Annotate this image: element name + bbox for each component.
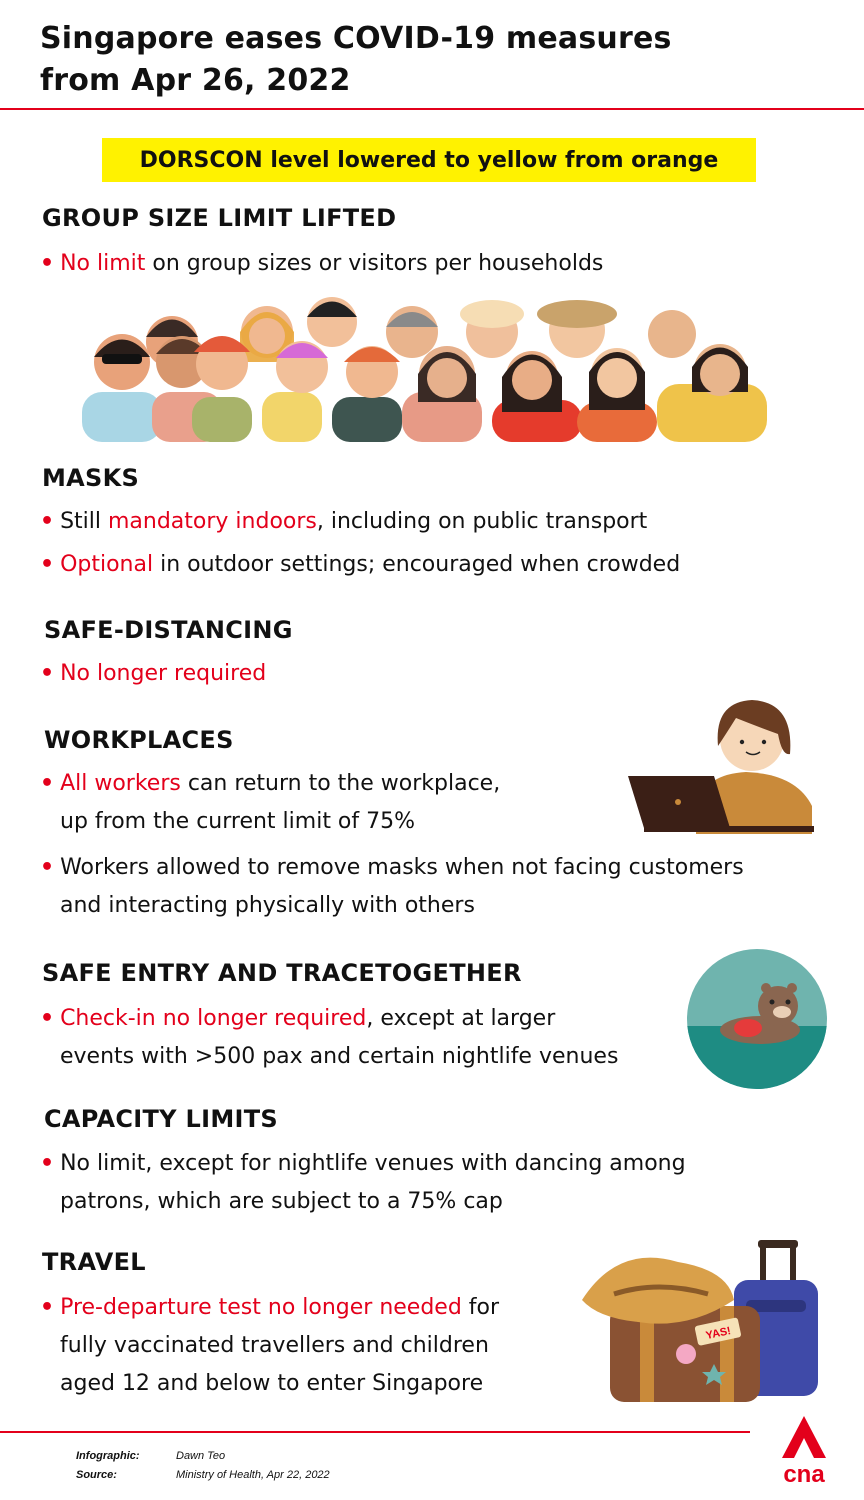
safe-entry-line2: events with >500 pax and certain nightlife venues [60, 1044, 619, 1069]
masks-heading: MASKS [42, 464, 140, 492]
masks-bullet-1-text: , including on public transport [316, 509, 648, 534]
bullet-dot: • [40, 251, 55, 276]
workplaces-bullet-1 [40, 765, 500, 841]
travel-bullet [40, 1289, 499, 1403]
group-size-highlight: No limit [60, 251, 146, 276]
workplaces-bullet-1-highlight: All workers [60, 771, 181, 796]
credit-source-value: Ministry of Health, Apr 22, 2022 [176, 1469, 330, 1481]
bullet-dot: • [40, 1151, 55, 1176]
workplaces-bullet-1-line2: up from the current limit of 75% [60, 809, 416, 834]
safe-distancing-bullet [40, 655, 266, 693]
page-title [40, 18, 800, 102]
group-size-text: on group sizes or visitors per households [145, 251, 604, 276]
dorscon-banner [102, 138, 756, 182]
cna-logo-text: cna [783, 1461, 825, 1488]
workplaces-bullet-2 [40, 849, 744, 925]
otter-illustration [686, 948, 828, 1090]
group-size-heading: GROUP SIZE LIMIT LIFTED [42, 204, 397, 232]
travel-highlight: Pre-departure test no longer needed [60, 1295, 462, 1320]
otter-icon [686, 949, 828, 1090]
travel-line3: aged 12 and below to enter Singapore [60, 1371, 484, 1396]
credit-source [76, 1466, 330, 1485]
safe-distancing-heading: SAFE-DISTANCING [44, 616, 293, 644]
credits [76, 1447, 330, 1485]
bullet-dot: • [40, 855, 55, 880]
safe-entry-highlight: Check-in no longer required [60, 1006, 367, 1031]
safe-entry-heading: SAFE ENTRY AND TRACETOGETHER [42, 959, 522, 987]
capacity-heading: CAPACITY LIMITS [44, 1105, 278, 1133]
luggage-illustration [578, 1240, 822, 1404]
masks-bullet-2 [40, 546, 680, 584]
bullet-dot: • [40, 1006, 55, 1031]
bullet-dot: • [40, 552, 55, 577]
credit-infographic-value: Dawn Teo [176, 1450, 226, 1462]
capacity-line1: No limit, except for nightlife venues with dancing among [60, 1151, 686, 1176]
bullet-dot: • [40, 771, 55, 796]
luggage-icon [582, 1240, 818, 1402]
worker-laptop-illustration [626, 694, 816, 839]
capacity-line2: patrons, which are subject to a 75% cap [60, 1189, 503, 1214]
travel-text: for [461, 1295, 500, 1320]
travel-heading: TRAVEL [42, 1248, 146, 1276]
workplaces-bullet-1-text: can return to the workplace, [180, 771, 501, 796]
bullet-dot: • [40, 509, 55, 534]
masks-bullet-1-pre: Still [60, 509, 108, 534]
capacity-bullet [40, 1145, 686, 1221]
masks-bullet-1-highlight: mandatory indoors [107, 509, 317, 534]
bullet-dot: • [40, 1295, 55, 1320]
workplaces-bullet-2-line2: and interacting physically with others [60, 893, 475, 918]
footer-divider [0, 1431, 750, 1433]
masks-bullet-2-text: in outdoor settings; encouraged when crowded [153, 552, 681, 577]
dorscon-text: DORSCON level lowered to yellow from orange [139, 147, 719, 173]
credit-infographic-label: Infographic: [76, 1450, 140, 1462]
safe-distancing-highlight: No longer required [60, 661, 267, 686]
crowd-illustration [72, 292, 772, 442]
credit-infographic [76, 1447, 330, 1466]
bullet-dot: • [40, 661, 55, 686]
cna-logo [776, 1414, 832, 1488]
safe-entry-bullet [40, 1000, 618, 1076]
luggage-sticker-text: YAS! [704, 1325, 732, 1343]
title-line-2: from Apr 26, 2022 [40, 63, 351, 98]
credit-source-label: Source: [76, 1469, 117, 1481]
title-divider [0, 108, 864, 110]
safe-entry-text: , except at larger [366, 1006, 556, 1031]
title-line-1: Singapore eases COVID-19 measures [40, 21, 672, 56]
workplaces-bullet-2-line1: Workers allowed to remove masks when not facing customers [60, 855, 744, 880]
travel-line2: fully vaccinated travellers and children [60, 1333, 489, 1358]
workplaces-heading: WORKPLACES [44, 726, 234, 754]
masks-bullet-1 [40, 503, 647, 541]
cna-logo-icon [782, 1416, 826, 1488]
group-size-bullet [40, 245, 603, 283]
crowd-people-icon [82, 297, 767, 442]
masks-bullet-2-highlight: Optional [60, 552, 154, 577]
worker-laptop-icon [628, 700, 814, 834]
